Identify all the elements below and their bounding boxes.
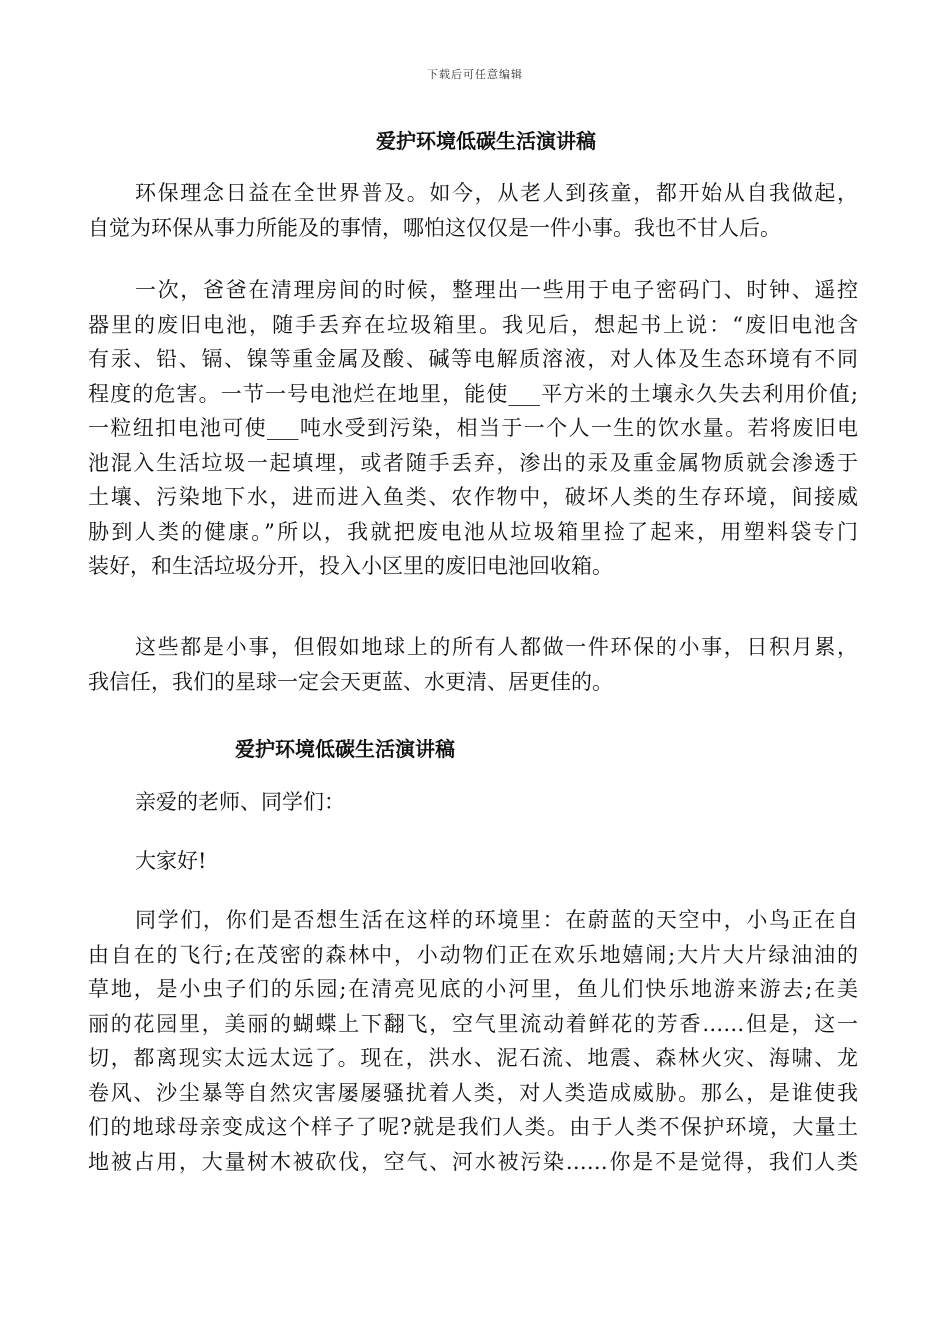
hello-line: 大家好! — [135, 849, 207, 873]
paragraph-1 — [88, 176, 858, 245]
speech-title-2: 爱护环境低碳生活演讲稿 — [235, 737, 455, 761]
header-note: 下载后可任意编辑 — [427, 68, 523, 81]
paragraph-4 — [88, 903, 858, 1179]
paragraph-line: 丽的花园里，美丽的蝴蝶上下翻飞，空气里流动着鲜花的芳香……但是，这一 — [88, 1011, 858, 1036]
paragraph-line: 切，都离现实太远太远了。现在，洪水、泥石流、地震、森林火灾、海啸、龙 — [88, 1046, 858, 1070]
paragraph-2 — [88, 273, 858, 584]
paragraph-line: 卷风、沙尘暴等自然灾害屡屡骚扰着人类，对人类造成威胁。那么，是谁使我 — [88, 1080, 858, 1105]
paragraph-line: 程度的危害。一节一号电池烂在地里，能使___平方米的土壤永久失去利用价值; — [88, 381, 858, 406]
paragraph-3 — [88, 630, 858, 699]
paragraph-line: 环保理念日益在全世界普及。如今，从老人到孩童，都开始从自我做起， — [135, 181, 858, 205]
speech-title-1: 爱护环境低碳生活演讲稿 — [376, 129, 596, 153]
paragraph-line: 胁到人类的健康。”所以，我就把废电池从垃圾箱里捡了起来，用塑料袋专门 — [88, 519, 858, 544]
paragraph-line: 装好，和生活垃圾分开，投入小区里的废旧电池回收箱。 — [88, 554, 613, 578]
paragraph-line: 同学们，你们是否想生活在这样的环境里：在蔚蓝的天空中，小鸟正在自 — [135, 908, 858, 932]
greeting — [88, 785, 858, 820]
paragraph-line: 土壤、污染地下水，进而进入鱼类、农作物中，破坏人类的生存环境，间接威 — [88, 485, 858, 509]
paragraph-line: 一粒纽扣电池可使___吨水受到污染，相当于一个人一生的饮水量。若将废旧电 — [88, 416, 858, 440]
paragraph-line: 池混入生活垃圾一起填埋，或者随手丢弃，渗出的汞及重金属物质就会渗透于 — [88, 450, 858, 475]
paragraph-line: 草地，是小虫子们的乐园;在清亮见底的小河里，鱼儿们快乐地游来游去;在美 — [88, 977, 858, 1001]
paragraph-line: 自觉为环保从事力所能及的事情，哪怕这仅仅是一件小事。我也不甘人后。 — [88, 215, 781, 240]
greeting-line: 亲爱的老师、同学们： — [135, 790, 345, 814]
paragraph-line: 们的地球母亲变成这个样子了呢?就是我们人类。由于人类不保护环境，大量土 — [88, 1115, 858, 1139]
paragraph-line: 器里的废旧电池，随手丢弃在垃圾箱里。我见后，想起书上说：“废旧电池含 — [88, 312, 858, 337]
paragraph-line: 一次，爸爸在清理房间的时候，整理出一些用于电子密码门、时钟、遥控 — [135, 278, 858, 302]
paragraph-line: 我信任，我们的星球一定会天更蓝、水更清、居更佳的。 — [88, 669, 613, 694]
paragraph-line: 这些都是小事，但假如地球上的所有人都做一件环保的小事，日积月累， — [135, 635, 858, 659]
hello — [88, 844, 858, 879]
paragraph-line: 有汞、铅、镉、镍等重金属及酸、碱等电解质溶液，对人体及生态环境有不同 — [88, 347, 858, 371]
paragraph-line: 由自在的飞行;在茂密的森林中，小动物们正在欢乐地嬉闹;大片大片绿油油的 — [88, 942, 858, 967]
paragraph-line: 地被占用，大量树木被砍伐，空气、河水被污染……你是不是觉得，我们人类 — [88, 1149, 858, 1174]
